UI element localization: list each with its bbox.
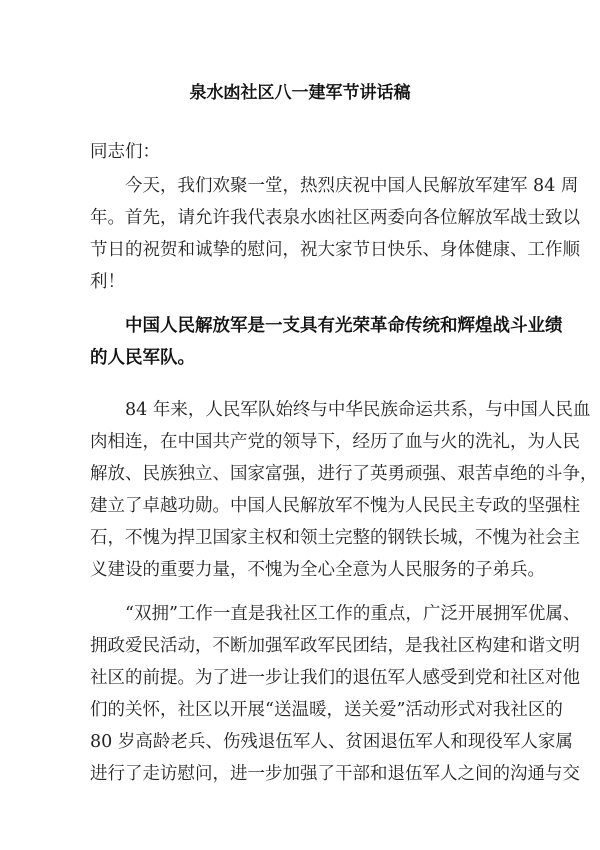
text-line: 节日的祝贺和诚挚的慰问，祝大家节日快乐、身体健康、工作顺 bbox=[90, 240, 580, 260]
text-line: “双拥”工作一直是我社区工作的重点，广泛开展拥军优属、 bbox=[90, 604, 581, 624]
greeting: 同志们： bbox=[90, 142, 160, 162]
text-line: 利！ bbox=[90, 272, 125, 292]
document-title: 泉水凼社区八一建军节讲话稿 bbox=[189, 83, 411, 103]
text-line: 们的关怀，社区以开展“送温暖，送关爱”活动形式对我社区的 bbox=[90, 700, 563, 720]
text-line: 年。首先，请允许我代表泉水凼社区两委向各位解放军战士致以 bbox=[90, 208, 580, 228]
text-line: 84 年来，人民军队始终与中华民族命运共系，与中国人民血 bbox=[90, 400, 591, 420]
heading-line: 的人民军队。 bbox=[90, 348, 195, 368]
text-line: 建立了卓越功勋。中国人民解放军不愧为人民民主专政的坚强柱 bbox=[90, 496, 580, 516]
text-line: 义建设的重要力量，不愧为全心全意为人民服务的子弟兵。 bbox=[90, 560, 545, 580]
text-line: 肉相连，在中国共产党的领导下，经历了血与火的洗礼，为人民 bbox=[90, 432, 580, 452]
text-line: 石，不愧为捍卫国家主权和领土完整的钢铁长城，不愧为社会主 bbox=[90, 528, 580, 548]
text-line: 80 岁高龄老兵、伤残退伍军人、贫困退伍军人和现役军人家属 bbox=[90, 732, 573, 752]
heading-line: 中国人民解放军是一支具有光荣革命传统和辉煌战斗业绩 bbox=[90, 316, 563, 336]
text-line: 社区的前提。为了进一步让我们的退伍军人感受到党和社区对他 bbox=[90, 668, 580, 688]
text-line: 解放、民族独立、国家富强，进行了英勇顽强、艰苦卓绝的斗争， bbox=[90, 464, 598, 484]
text-line: 今天，我们欢聚一堂，热烈庆祝中国人民解放军建军 84 周 bbox=[90, 176, 579, 196]
text-line: 拥政爱民活动，不断加强军政军民团结，是我社区构建和谐文明 bbox=[90, 636, 580, 656]
text-line: 进行了走访慰问，进一步加强了干部和退伍军人之间的沟通与交 bbox=[90, 764, 580, 784]
